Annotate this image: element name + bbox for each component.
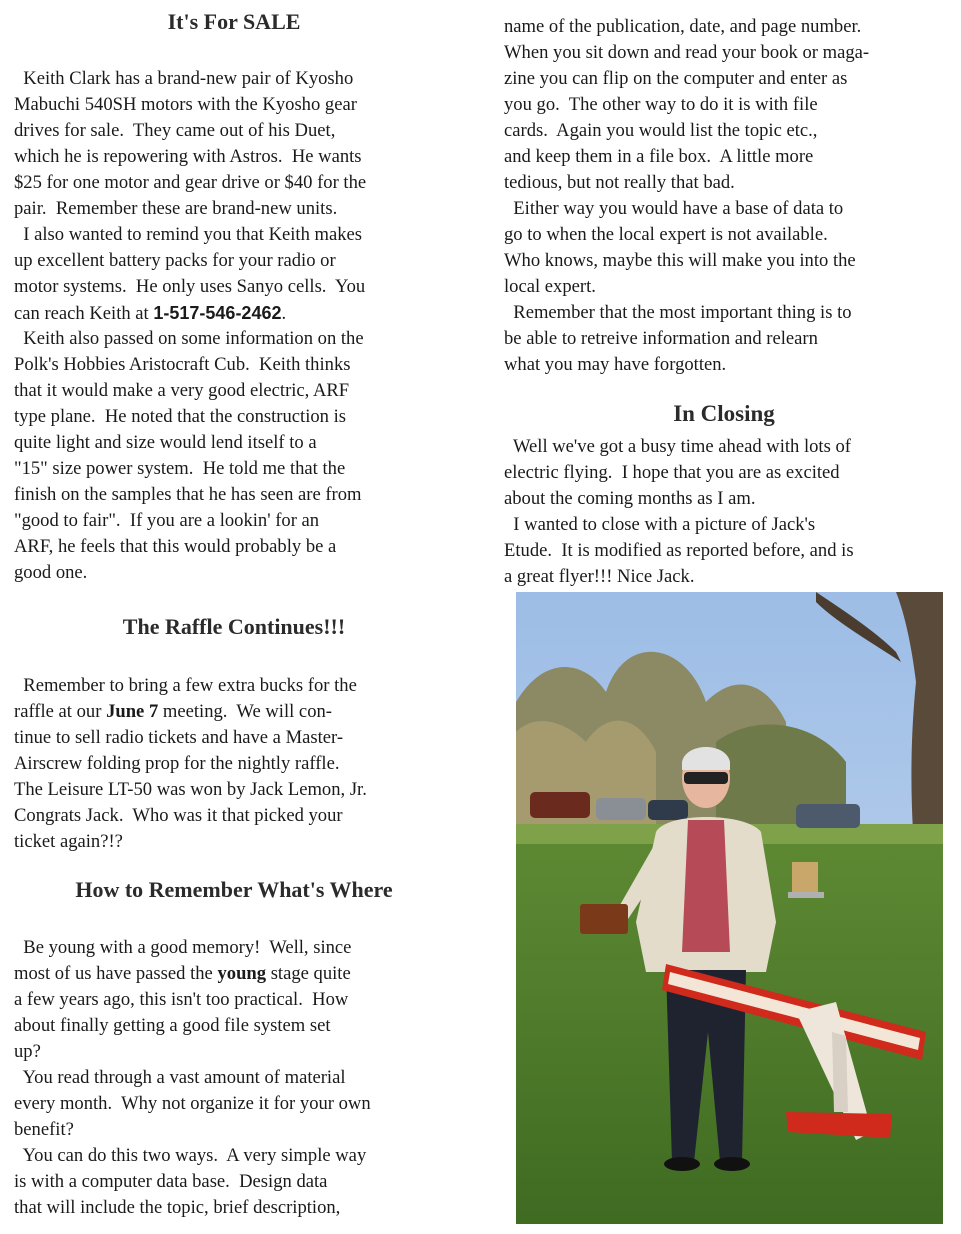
raffle-text: Remember to bring a few extra bucks for the raffle at our [14,675,357,722]
sale-text-end: . [281,303,287,324]
sale-text: Keith Clark has a brand-new pair of Kyosho Mabuchi 540SH motors with the Kyosho gear drives for sale. They came out of his Duet, which he is repowering with Astros. He wants $25 for one motor and gear drive or $40 for the pair. Remember these are brand-new units. I also wanted to remind you that Keith makes up excellent battery packs for your radio or motor systems. He only uses Sanyo cells. You can reach Keith at [14,68,367,324]
raffle-paragraph [14,673,367,855]
closing-paragraph: Well we've got a busy time ahead with lots of electric flying. I hope that you are as excited about the coming months as I am. I wanted to close with a picture of Jack's Etude. It is modified as reported before, and is a great flyer!!! Nice Jack. [504,436,854,587]
raffle-text-end: meeting. We will con- tinue to sell radio tickets and have a Master- Airscrew folding prop for the nightly raffle. The Leisure LT-50 was won by Jack Lemon, Jr. Congrats Jack. Who was it that picked your ticket again?!? [14,701,367,852]
phone-number: 1-517-546-2462 [153,303,282,323]
sale-heading: It's For SALE [167,9,301,34]
cub-paragraph: Keith also passed on some information on the Polk's Hobbies Aristocraft Cub. Keith thinks that it would make a very good electric, ARF type plane. He noted that the construction is quite light and size would lend itself to a "15" size power system. He told me that the finish on the samples that he has seen are from "good to fair". If you are a lookin' for an ARF, he feels that this would probably be a good one. [14,328,364,583]
remember-bold-word: young [217,963,267,984]
closing-heading: In Closing [673,401,775,426]
remember-paragraph [14,935,371,1221]
remember-heading: How to Remember What's Where [75,877,393,902]
remember-text: Be young with a good memory! Well, since most of us have passed the [14,937,352,984]
photo-man-with-model-airplane-icon [516,592,943,1224]
continued-paragraph: name of the publication, date, and page number. When you sit down and read your book or maga- zine you can flip on the computer and enter as you go. The other way to do it is with file cards. Again you would list the topic etc., and keep them in a file box. A little more tedious, but not really that bad. Either way you would have a base of data to go to when the local expert is not available. Who knows, maybe this will make you into the local expert. Remember that the most important thing is to be able to retreive information and relearn what you may have forgotten. [504,16,870,375]
raffle-heading: The Raffle Continues!!! [122,614,346,639]
raffle-date: June 7 [106,701,159,722]
remember-text-end: stage quite a few years ago, this isn't too practical. How about finally getting a good file system set up? You read through a vast amount of material every month. Why not organize it for your own benefit? You can do this two ways. A very simple way is with a computer data base. Design data that will include the topic, brief description, [14,963,371,1218]
sale-paragraph [14,66,366,327]
